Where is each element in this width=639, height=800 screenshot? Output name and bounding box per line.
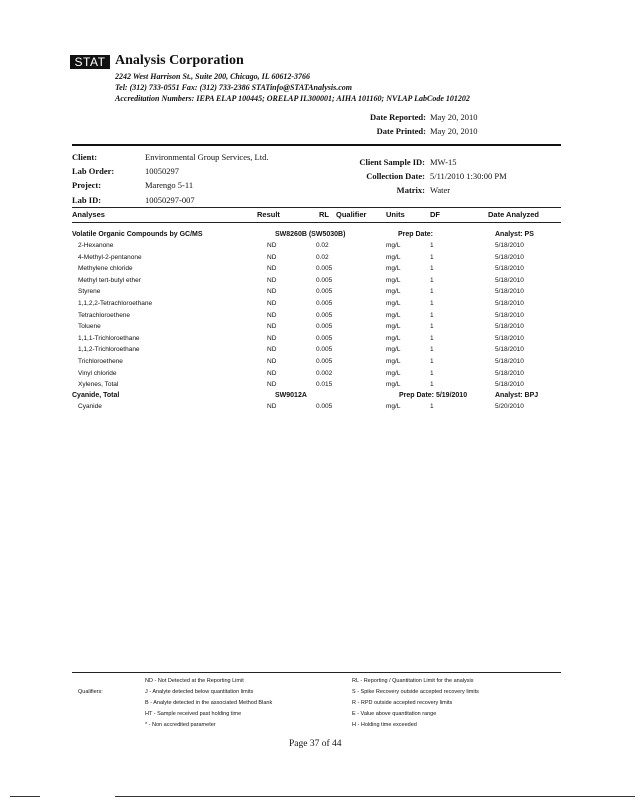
qualifier-definition: B - Analyte detected in the associated Method Blank [145,700,273,706]
divider [72,207,561,208]
analyte-name: Methylene chloride [78,265,133,273]
analyte-name: Xylenes, Total [78,381,119,389]
units-value: mg/L [386,323,401,331]
units-value: mg/L [386,381,401,389]
date-analyzed-value: 5/20/2010 [495,403,524,410]
page-number: Page 37 of 44 [289,739,342,749]
matrix-label: Matrix: [396,185,425,195]
result-value: ND [267,288,277,296]
result-value: ND [267,276,277,284]
lab-id-value: 10050297-007 [145,195,195,205]
rl-value: 0.02 [316,242,329,249]
df-value: 1 [430,311,434,319]
result-value: ND [267,403,277,410]
df-value: 1 [430,276,434,284]
qualifier-definition: S - Spike Recovery outside accepted recovery limits [352,689,479,695]
rl-value: 0.005 [316,346,333,354]
units-value: mg/L [386,276,401,284]
result-value: ND [267,253,277,261]
col-header-rl: RL [319,210,329,219]
result-value: ND [267,381,277,389]
rl-value: 0.005 [316,288,333,296]
rl-value: 0.02 [316,253,329,261]
df-value: 1 [430,381,434,389]
units-value: mg/L [386,334,401,342]
result-value: ND [267,346,277,354]
qualifier-definition: RL - Reporting / Quantitation Limit for the analysis [352,678,474,684]
section-prep-date: Prep Date: 5/19/2010 [399,392,468,399]
date-reported-value: May 20, 2010 [430,112,478,122]
rl-value: 0.005 [316,358,333,365]
analyte-name: 2-Hexanone [78,242,114,249]
analyte-name: Cyanide [78,403,102,410]
analyte-name: 4-Methyl-2-pentanone [78,253,142,261]
result-value: ND [267,242,277,249]
date-analyzed-value: 5/18/2010 [495,276,524,284]
rl-value: 0.005 [316,323,333,331]
client-sample-id-value: MW-15 [430,157,457,167]
matrix-value: Water [430,185,451,195]
date-printed-value: May 20, 2010 [430,126,478,136]
df-value: 1 [430,358,434,365]
collection-date-label: Collection Date: [366,171,425,181]
rl-value: 0.005 [316,276,333,284]
df-value: 1 [430,323,434,331]
date-reported-label: Date Reported: [370,112,426,122]
client-value: Environmental Group Services, Ltd. [145,152,269,162]
col-header-units: Units [386,210,405,219]
analyte-name: Methyl tert-butyl ether [78,276,141,284]
section-analyst: Analyst: BPJ [495,392,539,399]
date-analyzed-value: 5/18/2010 [495,323,524,331]
qualifier-definition: E - Value above quantitation range [352,711,437,717]
units-value: mg/L [386,346,401,354]
units-value: mg/L [386,300,401,307]
company-contact: Tel: (312) 733-0551 Fax: (312) 733-2386 STATinfo@STATAnalysis.com [115,83,352,92]
analyte-name: 1,1,2-Trichloroethane [78,346,140,354]
divider [72,144,561,146]
col-header-analyses: Analyses [72,210,105,219]
df-value: 1 [430,346,434,354]
result-value: ND [267,358,277,365]
date-analyzed-value: 5/18/2010 [495,265,524,273]
section-method: SW9012A [275,392,307,399]
section-title: Volatile Organic Compounds by GC/MS [72,231,203,238]
client-label: Client: [72,152,98,162]
date-analyzed-value: 5/18/2010 [495,369,524,377]
units-value: mg/L [386,253,401,261]
date-analyzed-value: 5/18/2010 [495,381,524,389]
col-header-qualifier: Qualifier [336,210,367,219]
rl-value: 0.005 [316,403,333,410]
analyte-name: Toluene [78,323,101,331]
rl-value: 0.005 [316,265,333,273]
section-title: Cyanide, Total [72,392,120,399]
result-value: ND [267,311,277,319]
lab-id-label: Lab ID: [72,195,102,205]
qualifier-definition: ND - Not Detected at the Reporting Limit [145,678,244,684]
result-value: ND [267,300,277,307]
project-value: Marengo 5-11 [145,180,194,190]
result-value: ND [267,369,277,377]
company-name: Analysis Corporation [115,53,244,68]
company-address: 2242 West Harrison St., Suite 200, Chicago, IL 60612-3766 [115,72,310,81]
date-analyzed-value: 5/18/2010 [495,311,524,319]
section-method: SW8260B (SW5030B) [275,231,346,238]
analyte-name: Styrene [78,288,101,296]
units-value: mg/L [386,403,401,410]
result-value: ND [267,265,277,273]
col-header-df: DF [430,210,440,219]
df-value: 1 [430,253,434,261]
result-value: ND [267,334,277,342]
client-sample-id-label: Client Sample ID: [359,157,425,167]
lab-order-label: Lab Order: [72,166,115,176]
date-analyzed-value: 5/18/2010 [495,242,524,249]
analyte-name: Trichloroethene [78,358,123,365]
df-value: 1 [430,242,434,249]
collection-date-value: 5/11/2010 1:30:00 PM [430,171,507,181]
divider [72,672,561,673]
date-analyzed-value: 5/18/2010 [495,346,524,354]
section-prep-date: Prep Date: [398,231,434,238]
date-analyzed-value: 5/18/2010 [495,288,524,296]
date-printed-label: Date Printed: [376,126,426,136]
analyte-name: Vinyl chloride [78,369,117,377]
rl-value: 0.015 [316,381,333,389]
qualifier-definition: H - Holding time exceeded [352,722,417,728]
df-value: 1 [430,300,434,307]
col-header-date-analyzed: Date Analyzed [488,210,539,219]
units-value: mg/L [386,288,401,296]
scan-edge-line [10,796,40,797]
qualifier-definition: HT - Sample received past holding time [145,711,242,717]
date-analyzed-value: 5/18/2010 [495,334,524,342]
df-value: 1 [430,369,434,377]
scan-edge-line [115,796,635,797]
rl-value: 0.002 [316,369,333,377]
col-header-result: Result [257,210,280,219]
rl-value: 0.005 [316,334,333,342]
project-label: Project: [72,180,102,190]
units-value: mg/L [386,358,401,365]
accreditation-numbers: Accreditation Numbers: IEPA ELAP 100445; ORELAP IL300001; AIHA 101160; NVLAP LabCode 101202 [115,94,470,103]
qualifiers-label: Qualifiers: [78,689,103,695]
result-value: ND [267,323,277,331]
qualifier-definition: * - Non accredited parameter [145,722,216,728]
df-value: 1 [430,403,434,410]
analyte-name: 1,1,1-Trichloroethane [78,334,140,342]
date-analyzed-value: 5/18/2010 [495,300,524,307]
analyte-name: Tetrachloroethene [78,311,131,319]
units-value: mg/L [386,311,401,319]
analyte-name: 1,1,2,2-Tetrachloroethane [78,300,153,307]
units-value: mg/L [386,242,401,249]
qualifier-definition: R - RPD outside accepted recovery limits [352,700,453,706]
df-value: 1 [430,265,434,273]
rl-value: 0.005 [316,311,333,319]
qualifier-definition: J - Analyte detected below quantitation limits [145,689,254,695]
df-value: 1 [430,288,434,296]
company-logo: STAT [70,55,110,69]
date-analyzed-value: 5/18/2010 [495,358,524,365]
date-analyzed-value: 5/18/2010 [495,253,524,261]
section-analyst: Analyst: PS [495,231,534,238]
divider [72,222,561,223]
lab-order-value: 10050297 [145,166,179,176]
rl-value: 0.005 [316,300,333,307]
units-value: mg/L [386,369,401,377]
units-value: mg/L [386,265,401,273]
df-value: 1 [430,334,434,342]
